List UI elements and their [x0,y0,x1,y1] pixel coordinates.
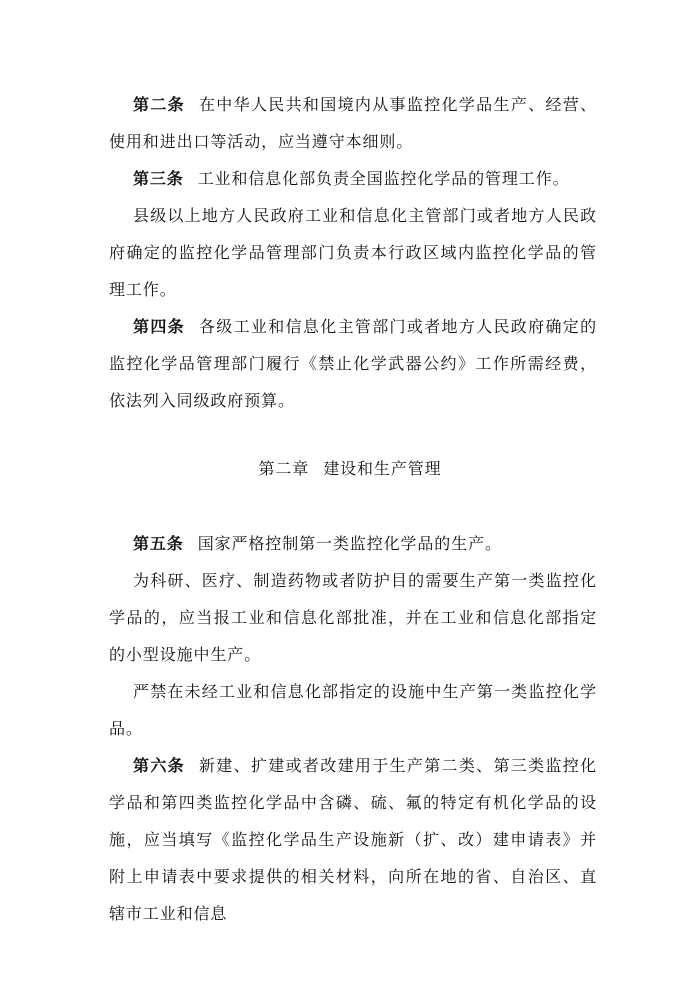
article-5-label: 第五条 [133,534,184,553]
article-6-paragraph [109,747,597,932]
chapter-title: 建设和生产管理 [323,459,442,478]
article-2-paragraph [109,86,597,160]
article-3-text: 工业和信息化部负责全国监控化学品的管理工作。 [197,169,570,188]
chapter-heading [0,450,700,487]
article-3-paragraph [109,160,597,197]
article-4-paragraph [109,308,597,419]
article-5-clause-2 [109,562,597,673]
article-2-text: 在中华人民共和国境内从事监控化学品生产、经营、使用和进出口等活动，应当遵守本细则。 [109,95,598,151]
article-4-label: 第四条 [133,317,185,336]
chapter-number: 第二章 [258,459,310,478]
article-5-clause-3 [109,673,597,747]
article-5-clause-2-text: 为科研、医疗、制造药物或者防护目的需要生产第一类监控化学品的，应当报工业和信息化部批准，并在工业和信息化部指定的小型设施中生产。 [109,571,597,664]
article-3-clause-2-text: 县级以上地方人民政府工业和信息化主管部门或者地方人民政府确定的监控化学品管理部门负责本行政区域内监控化学品的管理工作。 [109,206,597,299]
article-6-text: 新建、扩建或者改建用于生产第二类、第三类监控化学品和第四类监控化学品中含磷、硫、氟的特定有机化学品的设施，应当填写《监控化学品生产设施新（扩、改）建申请表》并附上申请表中要求提供的相关材料，向所在地的省、自治区、直辖市工业和信息 [109,756,598,923]
article-5-paragraph [109,525,597,562]
article-5-text: 国家严格控制第一类监控化学品的生产。 [197,534,502,553]
article-6-label: 第六条 [133,756,185,775]
article-4-text: 各级工业和信息化主管部门或者地方人民政府确定的监控化学品管理部门履行《禁止化学武器公约》工作所需经费，依法列入同级政府预算。 [109,317,598,410]
article-5-clause-3-text: 严禁在未经工业和信息化部指定的设施中生产第一类监控化学品。 [109,682,597,738]
article-3-label: 第三条 [133,169,184,188]
article-3-clause-2 [109,197,597,308]
article-2-label: 第二条 [133,95,185,114]
